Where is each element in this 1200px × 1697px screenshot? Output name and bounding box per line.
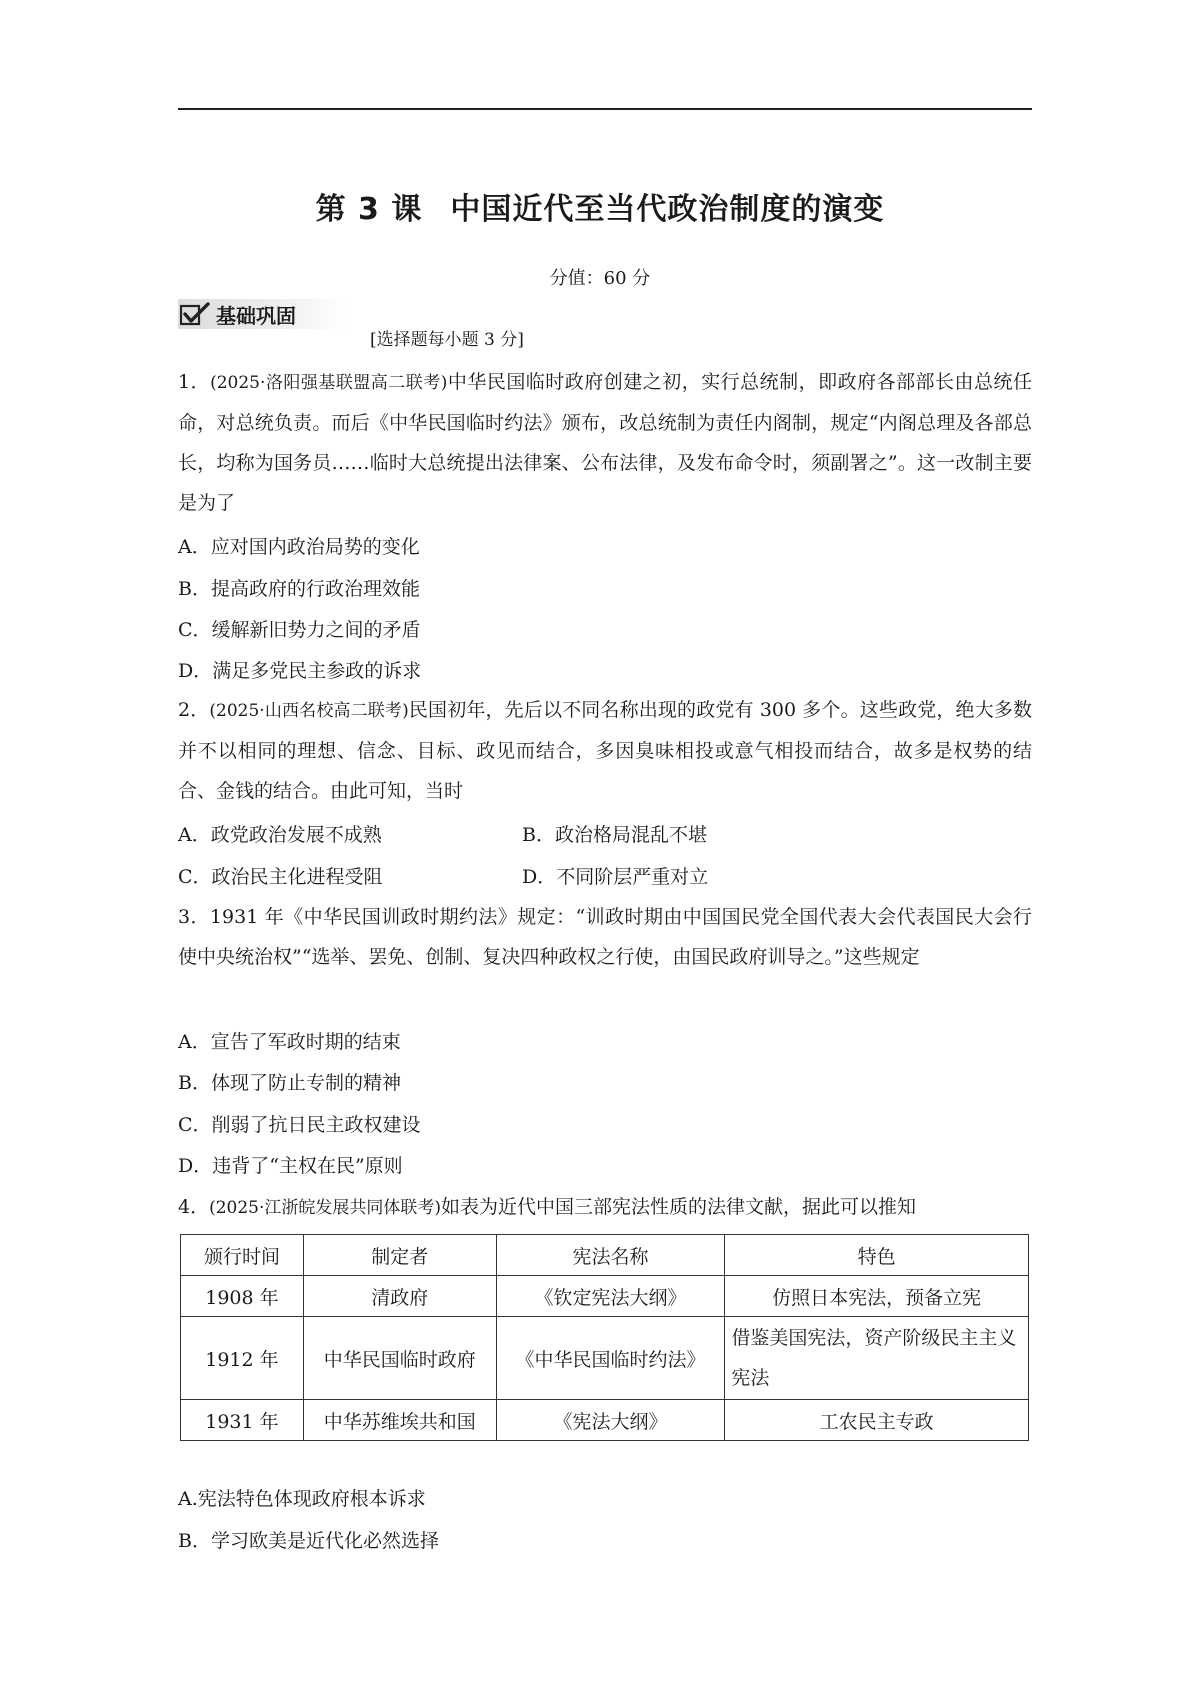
table-cell: 《宪法大纲》 [496,1400,725,1441]
table-cell: 仿照日本宪法，预备立宪 [725,1276,1029,1317]
constitution-table [180,1234,1029,1441]
table-header: 宪法名称 [496,1235,725,1276]
section-label: 基础巩固 [216,303,296,328]
question-4-source: (2025·江浙皖发展共同体联考) [209,1198,442,1218]
question-1-source: (2025·洛阳强基联盟高二联考) [210,373,448,393]
question-2-source: (2025·山西名校高二联考) [209,701,409,721]
table-row [181,1276,1029,1317]
table-cell: 借鉴美国宪法，资产阶级民主主义宪法 [725,1317,1029,1400]
section-note: [选择题每小题 3 分] [370,330,524,350]
table-header-row [181,1235,1029,1276]
table-cell: 工农民主专政 [725,1400,1029,1441]
table-cell: 1931 年 [181,1400,304,1441]
q3-option-b: B．体现了防止专制的精神 [178,1072,401,1094]
q1-option-a: A．应对国内政治局势的变化 [178,536,420,558]
q2-option-a: A．政党政治发展不成熟 [178,824,382,846]
q3-option-c: C．削弱了抗日民主政权建设 [178,1114,421,1136]
q2-option-c: C．政治民主化进程受阻 [178,866,383,888]
q4-option-b: B．学习欧美是近代化必然选择 [178,1530,439,1552]
section-header [178,299,346,329]
question-2-stem: 2．(2025·山西名校高二联考)民国初年，先后以不同名称出现的政党有 300 多个。这些政党，绝大多数并不以相同的理想、信念、目标、政见而结合，多因臭味相投或意气相投而结合，故多是权势的结合、金钱的结合。由此可知，当时 [178,699,1032,802]
q3-option-d: D．违背了“主权在民”原则 [178,1155,403,1177]
table-header: 颁行时间 [181,1235,304,1276]
q3-option-a: A．宣告了军政时期的结束 [178,1031,401,1053]
table-cell: 《钦定宪法大纲》 [496,1276,725,1317]
question-4-stem: 4．(2025·江浙皖发展共同体联考)如表为近代中国三部宪法性质的法律文献，据此可以推知 [178,1196,917,1218]
score-line: 分值：60 分 [549,268,651,289]
q1-option-b: B．提高政府的行政治理效能 [178,578,420,600]
table-cell: 《中华民国临时约法》 [496,1317,725,1400]
q1-option-d: D．满足多党民主参政的诉求 [178,660,422,682]
question-3-stem: 3．1931 年《中华民国训政时期约法》规定：“训政时期由中国国民党全国代表大会代表国民大会行使中央统治权”“选举、罢免、创制、复决四种政权之行使，由国民政府训导之。”这些规定 [178,906,1032,968]
checkmark-icon [180,302,210,326]
q2-option-b: B．政治格局混乱不堪 [522,824,707,846]
page-title [0,184,1200,228]
q1-option-c: C．缓解新旧势力之间的矛盾 [178,619,421,641]
header-rule [178,108,1032,110]
table-row [181,1400,1029,1441]
table-cell: 清政府 [303,1276,496,1317]
q4-option-a: A.宪法特色体现政府根本诉求 [178,1488,426,1510]
table-row [181,1317,1029,1400]
lesson-name: 中国近代至当代政治制度的演变 [450,192,885,227]
table-cell: 中华苏维埃共和国 [303,1400,496,1441]
table-header: 制定者 [303,1235,496,1276]
table-cell: 1908 年 [181,1276,304,1317]
lesson-number: 第 3 课 [315,192,423,227]
table-header: 特色 [725,1235,1029,1276]
question-1-stem: 1．(2025·洛阳强基联盟高二联考)中华民国临时政府创建之初，实行总统制，即政府各部部长由总统任命，对总统负责。而后《中华民国临时约法》颁布，改总统制为责任内阁制，规定“内阁总理及各部总长，均称为国务员……临时大总统提出法律案、公布法律，及发布命令时，须副署之”。这一改制主要是为了 [178,371,1032,514]
table-cell: 1912 年 [181,1317,304,1400]
table-cell: 中华民国临时政府 [303,1317,496,1400]
q2-option-d: D．不同阶层严重对立 [522,866,709,888]
